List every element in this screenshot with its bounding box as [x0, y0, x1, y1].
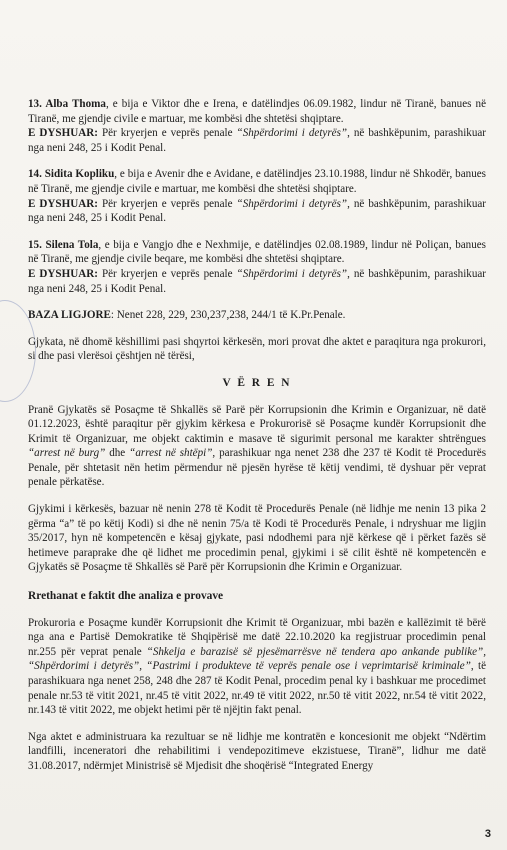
paragraph-prosecution — [28, 616, 486, 718]
text-segment: , parashikuar nga nenet 238 dhe 237 të Kodit të Procedurës Penale, për shtetasit nën hetim përmendur në pjesën hyrëse të këtij vendimi, të dyshuar për veprat penale përkatëse. — [28, 447, 487, 489]
paragraph-request — [28, 403, 486, 491]
offense-list: “Shkelja e barazisë së pjesëmarrësve në tendera apo ankande publike”, “Shpërdorimi i detyrës”, “Pastrimi i produkteve të veprës penale ose i veprimtarisë kriminale” — [28, 645, 486, 673]
person-details — [28, 97, 486, 126]
charge-label: E DYSHUAR: — [28, 267, 98, 280]
measure-arrest-prison: “arrest në burg” — [28, 447, 106, 460]
text-segment: Prokuroria e Posaçme kundër Korrupsionit dhe Krimit të Organizuar, mbi bazën e kallëzimit të bërë nga ana e Partisë Demokratike të Shqipërisë me datë 22.10.2020 ka regjistruar procedimin penal nr.255 për veprat penale — [28, 616, 486, 658]
person-bio: , e bija e Avenir dhe e Avidane, e datëlindjes 23.10.1988, lindur në Shkodër, banues në Tiranë, me gjendje civile e martuar, me kombësi dhe shtetësi shqiptare. — [28, 168, 486, 195]
charge-text: Për kryerjen e veprës penale — [97, 267, 237, 280]
legal-basis-text: : Nenet 228, 229, 230,237,238, 244/1 të K.Pr.Penale. — [110, 309, 346, 322]
page-number: 3 — [484, 828, 491, 840]
person-name: 13. Alba Thoma — [28, 98, 106, 110]
person-details — [28, 167, 486, 196]
charge-offense: “Shpërdorimi i detyrës” — [236, 127, 348, 140]
charge-text-end: , në bashkëpunim, parashikuar nga neni 248, 25 i Kodit Penal. — [28, 127, 487, 154]
person-entry-13 — [28, 97, 486, 155]
legal-basis-label: BAZA LIGJORE — [28, 309, 111, 322]
charge-text-end: , në bashkëpunim, parashikuar nga neni 248, 25 i Kodit Penal. — [28, 197, 487, 225]
person-name: 15. Silena Tola — [28, 238, 99, 251]
person-name: 14. Sidita Kopliku — [28, 168, 115, 181]
person-bio: , e bija e Viktor dhe e Irena, e datëlindjes 06.09.1982, lindur në Tiranë, banues në Tiranë, me gjendje civile e martuar, me kombësi dhe shtetësi shqiptare. — [28, 98, 486, 125]
charge-offense: “Shpërdorimi i detyrës” — [236, 197, 348, 210]
text-segment: , të parashikuara nga nenet 258, 248 dhe 287 të Kodit Penal, procedim penal ky i bashkuar me procedimet penale nr.53 të vitit 2021, nr.45 të vitit 2022, nr.49 të vitit 2022, nr.50 të vitit 2022, nr.54 të vitit 2022, nr.143 të vitit 2022, me objekt hetimi për të njëjtin fakt penal. — [28, 660, 486, 717]
person-charge — [28, 126, 486, 155]
text-segment: Pranë Gjykatës së Posaçme të Shkallës së Parë për Korrupsionin dhe Krimin e Organizuar, në datë 01.12.2023, është paraqitur për gjykim kërkesa e Prokurorisë së Posaçme kundër Korrupsionit dhe Krimit të Organizuar, me objekt caktimin e masave të sigurimit personal me karakter shtrëngues — [28, 403, 486, 445]
legal-basis — [28, 308, 486, 323]
paragraph-acts: Nga aktet e administruara ka rezultuar se në lidhje me kontratën e koncesionit me objekt “Ndërtim landfilli, inceneratori dhe rehabilitimi i vendepozitimeve ekzistuese, Tiranë”, lidhur me datë 31.08.2017, ndërmjet Ministrisë së Mjedisit dhe shoqërisë “Integrated Energy — [28, 730, 486, 772]
veren-heading: V Ë R E N — [222, 376, 292, 389]
person-charge — [28, 267, 486, 296]
person-entry-14 — [28, 167, 486, 225]
section-heading-facts: Rrethanat e faktit dhe analiza e provave — [28, 590, 224, 603]
charge-text: Për kryerjen e veprës penale — [97, 127, 237, 140]
charge-text: Për kryerjen e veprës penale — [97, 197, 237, 210]
text-segment: dhe — [105, 447, 130, 460]
measure-house-arrest: “arrest në shtëpi” — [129, 447, 213, 460]
person-charge — [28, 197, 486, 226]
charge-label: E DYSHUAR: — [28, 197, 98, 210]
charge-text-end: , në bashkëpunim, parashikuar nga neni 248, 25 i Kodit Penal. — [28, 267, 487, 295]
court-intro: Gjykata, në dhomë këshillimi pasi shqyrtoi kërkesën, mori provat dhe aktet e paraqitura nga prokurori, si dhe pasi vlerësoi çështjen në tërësi, — [28, 335, 486, 363]
document-body — [28, 97, 486, 786]
person-entry-15 — [28, 238, 486, 296]
paragraph-jurisdiction: Gjykimi i kërkesës, bazuar në nenin 278 të Kodit të Procedurës Penale (në lidhje me nenin 13 pika 2 gërma “a” të po këtij Kodi) si dhe në nenin 75/a të Kodi të Procedurës Penale, i ndryshuar me ligjin 35/2017, hyn në kompetencën e kësaj gjykate, pasi ndodhemi para një kërkese që i përket fazës së hetimeve paraprake dhe që lidhet me procedimin penal, gjykimi i së cilit është në kompetencën e Gjykatës së Posaçme të Shkallës së Parë për Korrupsionin dhe Krimin e Organizuar. — [28, 503, 486, 574]
charge-offense: “Shpërdorimi i detyrës” — [236, 267, 348, 280]
person-details — [28, 238, 486, 267]
charge-label: E DYSHUAR: — [28, 127, 98, 140]
person-bio: , e bija e Vangjo dhe e Nexhmije, e datëlindjes 02.08.1989, lindur në Poliçan, banues në Tiranë, me gjendje civile beqare, me kombësi dhe shtetësi shqiptare. — [28, 238, 486, 266]
